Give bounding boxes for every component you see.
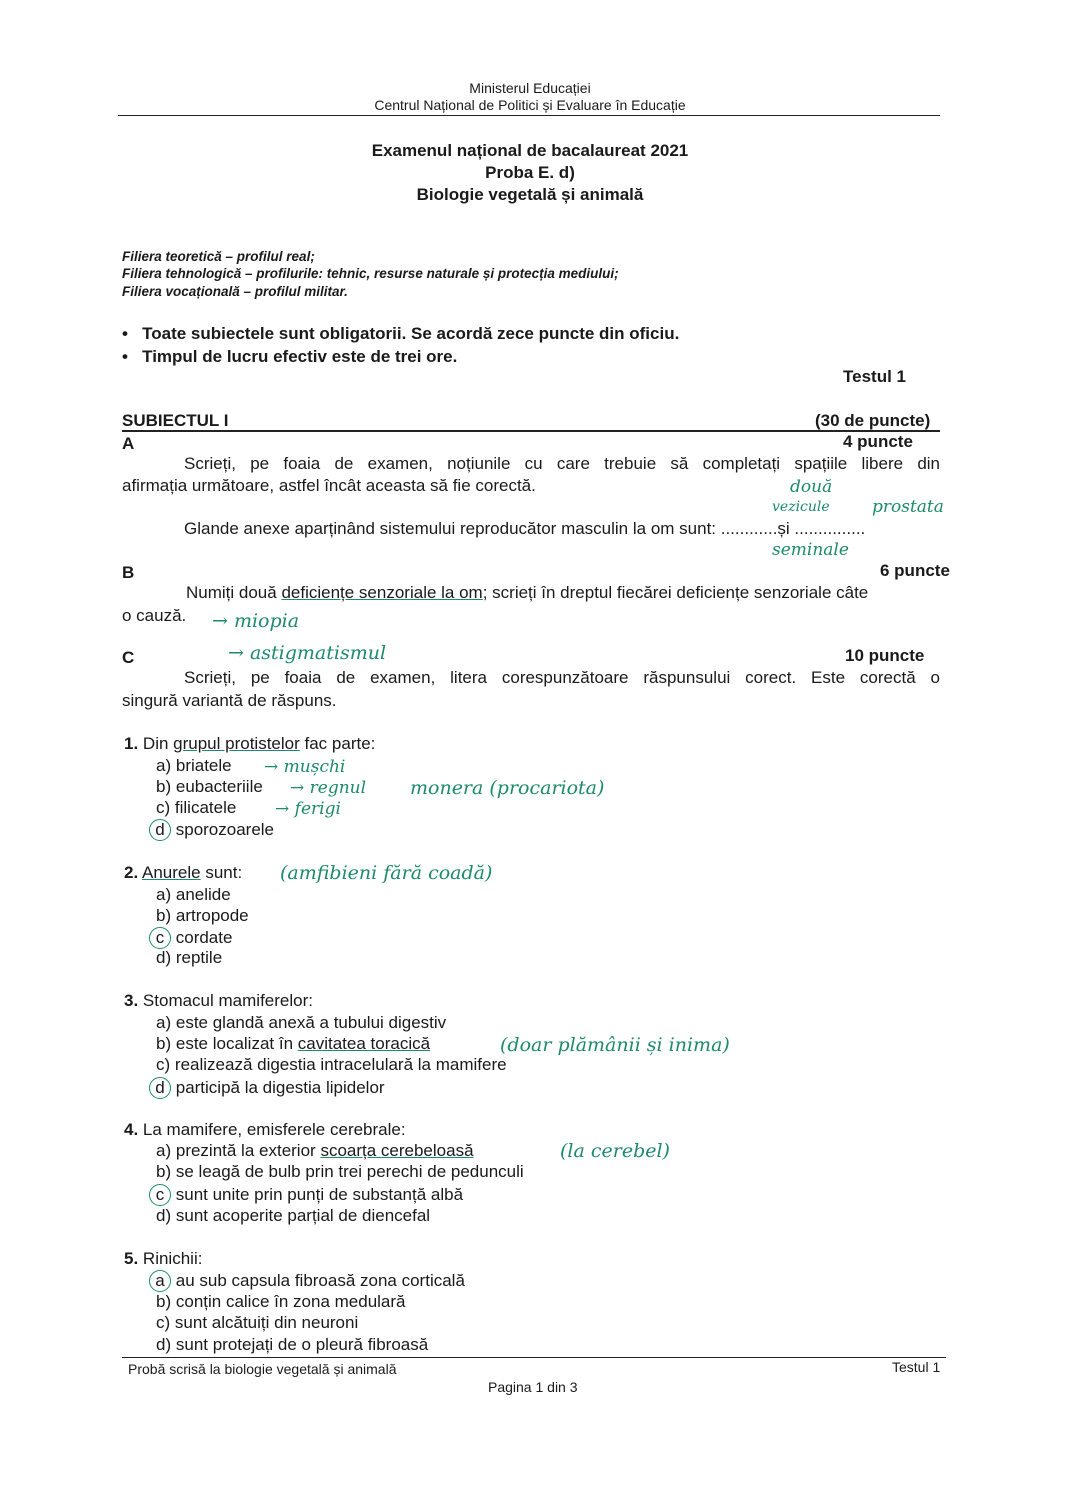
q-num: 3. — [124, 991, 139, 1010]
section-a-instruction-2: afirmația următoare, astfel încât aceasta să fie corectă. — [122, 476, 536, 495]
opt-letter: d) — [156, 1206, 172, 1225]
opt-text: eubacteriile — [175, 777, 263, 796]
hw-answer-1: → miopia — [212, 610, 300, 632]
opt-text: este glandă anexă a tubului digestiv — [175, 1013, 447, 1032]
q-num: 4. — [124, 1120, 139, 1139]
question-3 — [124, 991, 313, 1011]
text: sunt: — [200, 863, 243, 882]
q4-option-d — [156, 1206, 430, 1226]
opt-letter: b) — [156, 906, 172, 925]
section-a-instruction: Scrieți, pe foaia de examen, noțiunile cu care trebuie să completați spațiile libere din — [184, 454, 940, 473]
hw-note: (la cerebel) — [560, 1140, 670, 1162]
q4-option-b — [156, 1162, 524, 1182]
hw-answer-below: seminale — [772, 540, 849, 560]
opt-letter: d) — [156, 1335, 172, 1354]
bullet-2: • Timpul de lucru efectiv este de trei ore. — [122, 347, 458, 366]
q5-option-b — [156, 1292, 406, 1312]
filiera-1: Filiera teoretică – profilul real; — [122, 249, 315, 264]
q1-option-c — [156, 798, 236, 818]
footer-divider — [122, 1357, 946, 1358]
test-label: Testul 1 — [843, 367, 906, 386]
hw-answer-blank1: vezicule — [772, 499, 830, 515]
section-b-instruction — [186, 583, 868, 603]
exam-proba: Proba E. d) — [485, 163, 575, 182]
header-divider — [118, 115, 940, 116]
opt-text: sunt protejați de o pleură fibroasă — [175, 1335, 429, 1354]
opt-text: artropode — [175, 906, 249, 925]
hw-note: → regnul — [290, 778, 367, 798]
opt-letter: c) — [156, 798, 171, 817]
q4-option-c-selected — [152, 1184, 463, 1206]
q2-option-a — [156, 885, 231, 905]
hw-answer-blank2: prostata — [872, 497, 944, 517]
q3-option-a — [156, 1013, 446, 1033]
opt-text: filicatele — [174, 798, 237, 817]
q3-option-d-selected — [152, 1077, 385, 1099]
text: Stomacul mamiferelor: — [142, 991, 313, 1010]
section-c-letter: C — [122, 648, 135, 667]
selected-circle: d — [149, 819, 171, 841]
q5-option-a-selected — [152, 1270, 465, 1292]
text: fac parte: — [299, 734, 376, 753]
underlined-text: deficiențe senzoriale la om — [281, 583, 483, 602]
opt-text: realizează digestia intracelulară la mamifere — [174, 1055, 507, 1074]
selected-circle: c — [149, 927, 171, 949]
q3-option-c — [156, 1055, 507, 1075]
hw-answer-above: două — [790, 477, 833, 497]
q1-option-b — [156, 777, 263, 797]
opt-text: sporozoarele — [175, 820, 275, 839]
underlined-text: cavitatea toracică — [297, 1034, 431, 1053]
filiera-3: Filiera vocațională – profilul militar. — [122, 284, 348, 299]
opt-letter: b) — [156, 777, 172, 796]
filiera-2: Filiera tehnologică – profilurile: tehnic, resurse naturale și protecția mediului; — [122, 266, 619, 281]
q3-option-b — [156, 1034, 430, 1054]
opt-letter: a) — [156, 885, 172, 904]
bullet-text: Timpul de lucru efectiv este de trei ore. — [142, 347, 458, 366]
opt-text: se leagă de bulb prin trei perechi de pedunculi — [175, 1162, 524, 1181]
opt-letter: a) — [156, 756, 172, 775]
opt-letter: c) — [156, 1313, 171, 1332]
q-num: 2. — [124, 863, 139, 882]
selected-circle: c — [149, 1184, 171, 1206]
footer-left: Probă scrisă la biologie vegetală și animală — [128, 1361, 397, 1377]
q1-option-a — [156, 756, 232, 776]
question-5 — [124, 1249, 202, 1269]
section-a-sentence: Glande anexe aparținând sistemului reproducător masculin la om sunt: ............și ............... — [184, 519, 866, 538]
opt-text: sunt acoperite parțial de diencefal — [175, 1206, 431, 1225]
text: La mamifere, emisferele cerebrale: — [142, 1120, 406, 1139]
q-num: 1. — [124, 734, 139, 753]
section-c-instruction-2: singură variantă de răspuns. — [122, 691, 337, 710]
section-c-points: 10 puncte — [845, 646, 925, 665]
ministry-name: Ministerul Educației — [469, 80, 591, 96]
section-a-points: 4 puncte — [843, 432, 913, 451]
opt-text: conțin calice în zona medulară — [175, 1292, 406, 1311]
question-4 — [124, 1120, 406, 1140]
opt-letter: a) — [156, 1013, 172, 1032]
opt-letter: c) — [156, 1055, 171, 1074]
question-1 — [124, 734, 375, 754]
selected-circle: d — [149, 1077, 171, 1099]
opt-letter: a) — [156, 1141, 172, 1160]
section-b-points: 6 puncte — [880, 561, 950, 580]
q-num: 5. — [124, 1249, 139, 1268]
section-a-letter: A — [122, 434, 135, 453]
hw-note: monera (procariota) — [410, 777, 605, 799]
opt-text: anelide — [175, 885, 231, 904]
opt-letter: b) — [156, 1292, 172, 1311]
q5-option-d — [156, 1335, 428, 1355]
text: ; scrieți în dreptul fiecărei deficiențe senzoriale câte — [482, 583, 869, 602]
underlined-text: scoarța cerebeloasă — [320, 1141, 474, 1160]
q2-option-c-selected — [152, 927, 232, 949]
exam-subject: Biologie vegetală și animală — [416, 185, 644, 204]
text: Rinichii: — [142, 1249, 203, 1268]
text: Din — [142, 734, 174, 753]
q2-option-d — [156, 948, 222, 968]
opt-letter: d) — [156, 948, 172, 967]
hw-note: (amfibieni fără coadă) — [280, 862, 493, 884]
opt-text: au sub capsula fibroasă zona corticală — [175, 1271, 465, 1290]
opt-text: participă la digestia lipidelor — [175, 1078, 385, 1097]
text: Numiți două — [186, 583, 282, 602]
page-number: Pagina 1 din 3 — [488, 1379, 578, 1395]
hw-note: → mușchi — [264, 757, 346, 777]
bullet-text: Toate subiectele sunt obligatorii. Se acordă zece puncte din oficiu. — [142, 324, 680, 343]
opt-text: prezintă la exterior — [175, 1141, 321, 1160]
section-b-instruction-2: o cauză. — [122, 606, 187, 625]
opt-text: sunt alcătuiți din neuroni — [174, 1313, 359, 1332]
q1-option-d-selected — [152, 819, 274, 841]
footer-right: Testul 1 — [892, 1359, 941, 1375]
opt-text: cordate — [175, 928, 233, 947]
exam-title: Examenul național de bacalaureat 2021 — [371, 141, 689, 160]
section-c-instruction: Scrieți, pe foaia de examen, litera corespunzătoare răspunsului corect. Este corectă o — [184, 668, 940, 687]
subject-divider — [122, 430, 940, 432]
section-b-letter: B — [122, 563, 135, 582]
opt-text: sunt unite prin punți de substanță albă — [175, 1185, 464, 1204]
subject-points: (30 de puncte) — [815, 411, 931, 430]
question-2 — [124, 863, 242, 883]
underlined-text: Anurele — [141, 863, 201, 882]
hw-note: → ferigi — [275, 799, 341, 819]
hw-note: (doar plămânii și inima) — [500, 1034, 730, 1056]
opt-letter: b) — [156, 1034, 172, 1053]
opt-text: briatele — [175, 756, 232, 775]
center-name: Centrul Național de Politici și Evaluare în Educație — [374, 97, 686, 113]
q4-option-a — [156, 1141, 474, 1161]
opt-text: este localizat în — [175, 1034, 298, 1053]
subject-title: SUBIECTUL I — [122, 411, 229, 430]
q5-option-c — [156, 1313, 358, 1333]
opt-letter: b) — [156, 1162, 172, 1181]
opt-text: reptile — [175, 948, 223, 967]
selected-circle: a — [149, 1270, 171, 1292]
underlined-text: grupul protistelor — [173, 734, 300, 753]
q2-option-b — [156, 906, 249, 926]
bullet-1: • Toate subiectele sunt obligatorii. Se acordă zece puncte din oficiu. — [122, 324, 680, 343]
hw-answer-2: → astigmatismul — [228, 642, 387, 664]
